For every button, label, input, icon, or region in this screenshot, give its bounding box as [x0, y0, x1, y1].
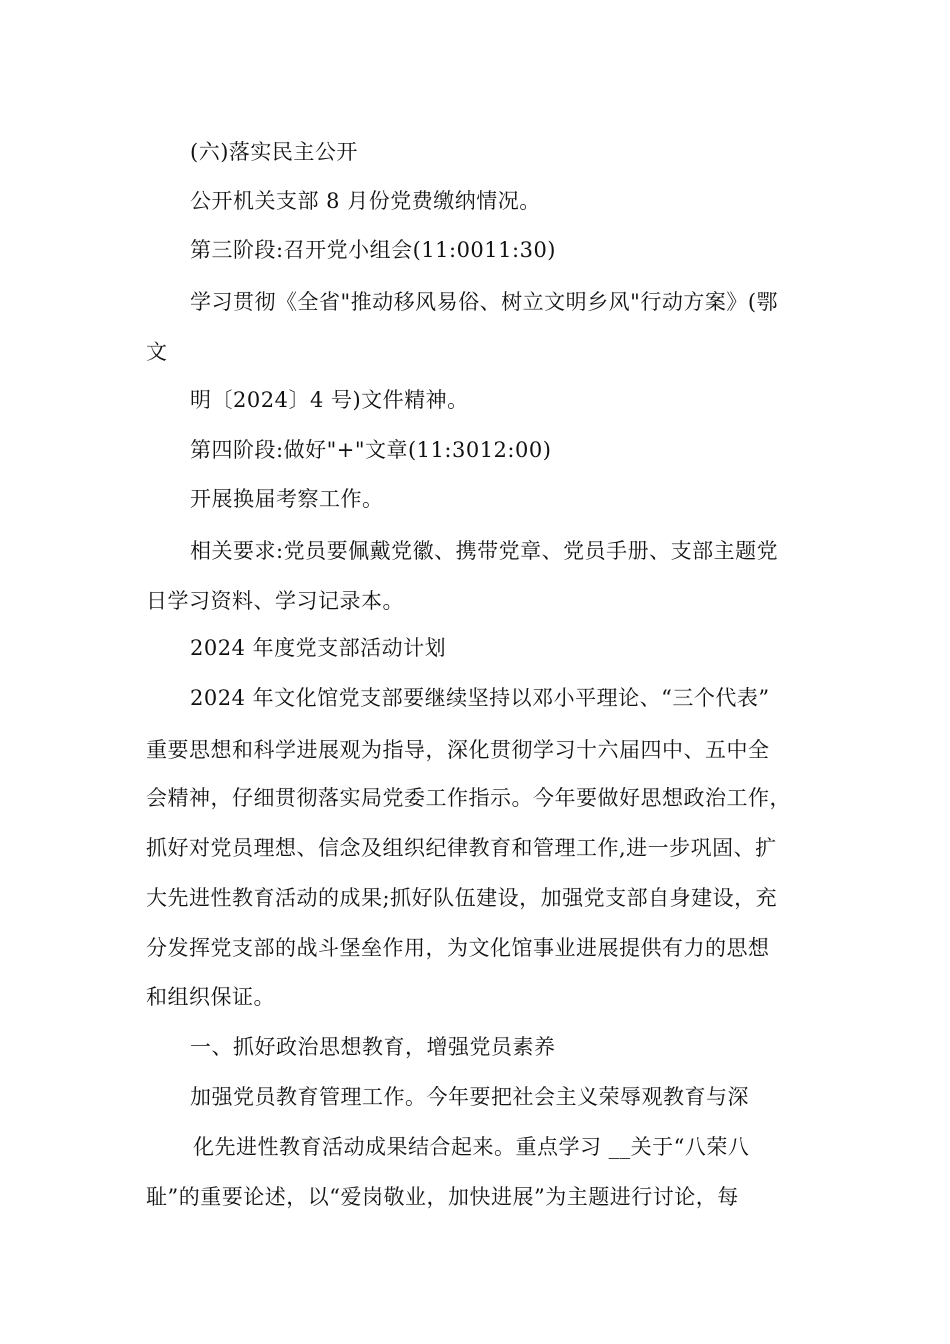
paragraph-line: 抓好对党员理想、信念及组织纪律教育和管理工作,进一步巩固、扩	[146, 836, 777, 860]
paragraph-line: 日学习资料、学习记录本。	[146, 589, 404, 613]
paragraph-line: 大先进性教育活动的成果;抓好队伍建设，加强党支部自身建设，充	[146, 886, 778, 910]
paragraph-line: 化先进性教育活动成果结合起来。重点学习 __关于“八荣八	[193, 1135, 750, 1159]
section-one-heading: 一、抓好政治思想教育，增强党员素养	[190, 1035, 556, 1059]
stage-four-heading: 第四阶段:做好"+"文章(11:3012:00)	[190, 438, 552, 462]
paragraph-line: 加强党员教育管理工作。今年要把社会主义荣辱观教育与深	[190, 1085, 749, 1109]
paragraph-line: 公开机关支部 8 月份党费缴纳情况。	[190, 189, 541, 213]
paragraph-line: 文	[146, 340, 168, 364]
paragraph-line: 分发挥党支部的战斗堡垒作用，为文化馆事业进展提供有力的思想	[146, 936, 770, 960]
paragraph-line: 会精神，仔细贯彻落实局党委工作指示。今年要做好思想政治工作，	[146, 786, 791, 810]
paragraph-line: 耻”的重要论述，以“爱岗敬业，加快进展”为主题进行讨论，每	[146, 1185, 739, 1209]
paragraph-line: 明〔2024〕4 号)文件精神。	[190, 388, 469, 412]
subsection-heading-6: (六)落实民主公开	[190, 140, 358, 164]
requirements-line: 相关要求:党员要佩戴党徽、携带党章、党员手册、支部主题党	[190, 539, 779, 563]
stage-three-heading: 第三阶段:召开党小组会(11:0011:30)	[190, 238, 556, 262]
paragraph-line: 学习贯彻《全省"推动移风易俗、树立文明乡风"行动方案》(鄂	[190, 290, 779, 314]
paragraph-line: 和组织保证。	[146, 985, 275, 1009]
paragraph-line: 开展换届考察工作。	[190, 487, 384, 511]
paragraph-line: 重要思想和科学进展观为指导，深化贯彻学习十六届四中、五中全	[146, 738, 770, 762]
section-title: 2024 年度党支部活动计划	[190, 636, 447, 660]
paragraph-line: 2024 年文化馆党支部要继续坚持以邓小平理论、“三个代表”	[190, 686, 770, 710]
